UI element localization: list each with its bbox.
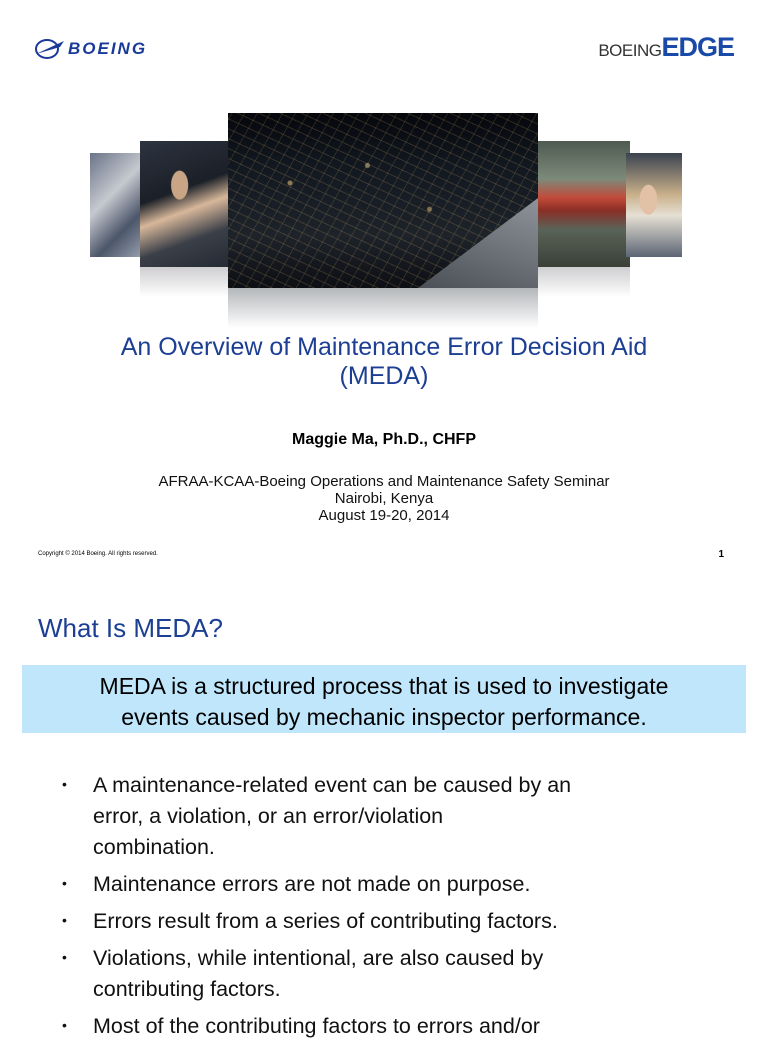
photo-technician bbox=[626, 153, 682, 257]
boeing-emblem-icon bbox=[34, 33, 66, 65]
photo-night-city bbox=[228, 113, 538, 288]
bullet-icon: • bbox=[62, 912, 67, 928]
page-number: 1 bbox=[718, 549, 724, 560]
boeing-logo bbox=[34, 32, 147, 66]
bullet-icon: • bbox=[62, 875, 67, 891]
photo-reflection bbox=[140, 267, 228, 297]
list-item bbox=[62, 770, 702, 863]
list-item bbox=[62, 869, 702, 900]
author: Maggie Ma, Ph.D., CHFP bbox=[291, 431, 476, 448]
bullet-text: Maintenance errors are not made on purpose. bbox=[93, 872, 531, 896]
photo-hangar bbox=[538, 141, 630, 267]
definition-line-1: MEDA is a structured process that is used to investigate bbox=[99, 673, 669, 699]
definition-box bbox=[22, 665, 746, 733]
bullet-icon: • bbox=[62, 1017, 67, 1033]
boeing-wordmark: BOEING bbox=[68, 39, 148, 58]
photo-reflection bbox=[228, 288, 538, 328]
event-name: AFRAA-KCAA-Boeing Operations and Maintenance Safety Seminar bbox=[158, 473, 610, 490]
title-line-2: (MEDA) bbox=[339, 362, 429, 390]
bullet-text: Errors result from a series of contributing factors. bbox=[93, 909, 558, 933]
definition-line-2: events caused by mechanic inspector performance. bbox=[121, 704, 647, 730]
bullet-text: Violations, while intentional, are also caused by contributing factors. bbox=[93, 946, 544, 1001]
bullet-text: A maintenance-related event can be caused by an error, a violation, or an error/violation combination. bbox=[93, 773, 572, 859]
boeing-edge-logo bbox=[598, 34, 734, 61]
list-item bbox=[62, 943, 702, 1005]
event-info bbox=[0, 473, 768, 524]
bullet-icon: • bbox=[62, 776, 67, 792]
bullet-icon: • bbox=[62, 949, 67, 965]
slide-heading: What Is MEDA? bbox=[38, 613, 223, 643]
event-date: August 19-20, 2014 bbox=[318, 507, 450, 524]
edge-logo-prefix: BOEING bbox=[598, 41, 662, 60]
copyright: Copyright © 2014 Boeing. All rights reserved. bbox=[38, 551, 158, 557]
aircraft-wing bbox=[418, 198, 538, 288]
title-line-1: An Overview of Maintenance Error Decision Aid bbox=[120, 333, 648, 361]
bullet-text: Most of the contributing factors to errors and/or bbox=[93, 1014, 540, 1038]
photo-collage bbox=[88, 113, 684, 323]
content-slide bbox=[0, 576, 768, 1038]
definition-text bbox=[22, 665, 746, 733]
photo-reflection bbox=[538, 267, 630, 297]
photo-controller bbox=[140, 141, 228, 267]
photo-mechanic bbox=[90, 153, 144, 257]
edge-logo-main: EDGE bbox=[661, 32, 734, 62]
slide-title bbox=[40, 333, 728, 391]
event-location: Nairobi, Kenya bbox=[334, 490, 434, 507]
list-item bbox=[62, 1011, 702, 1042]
bullet-list bbox=[62, 770, 702, 1048]
list-item bbox=[62, 906, 702, 937]
